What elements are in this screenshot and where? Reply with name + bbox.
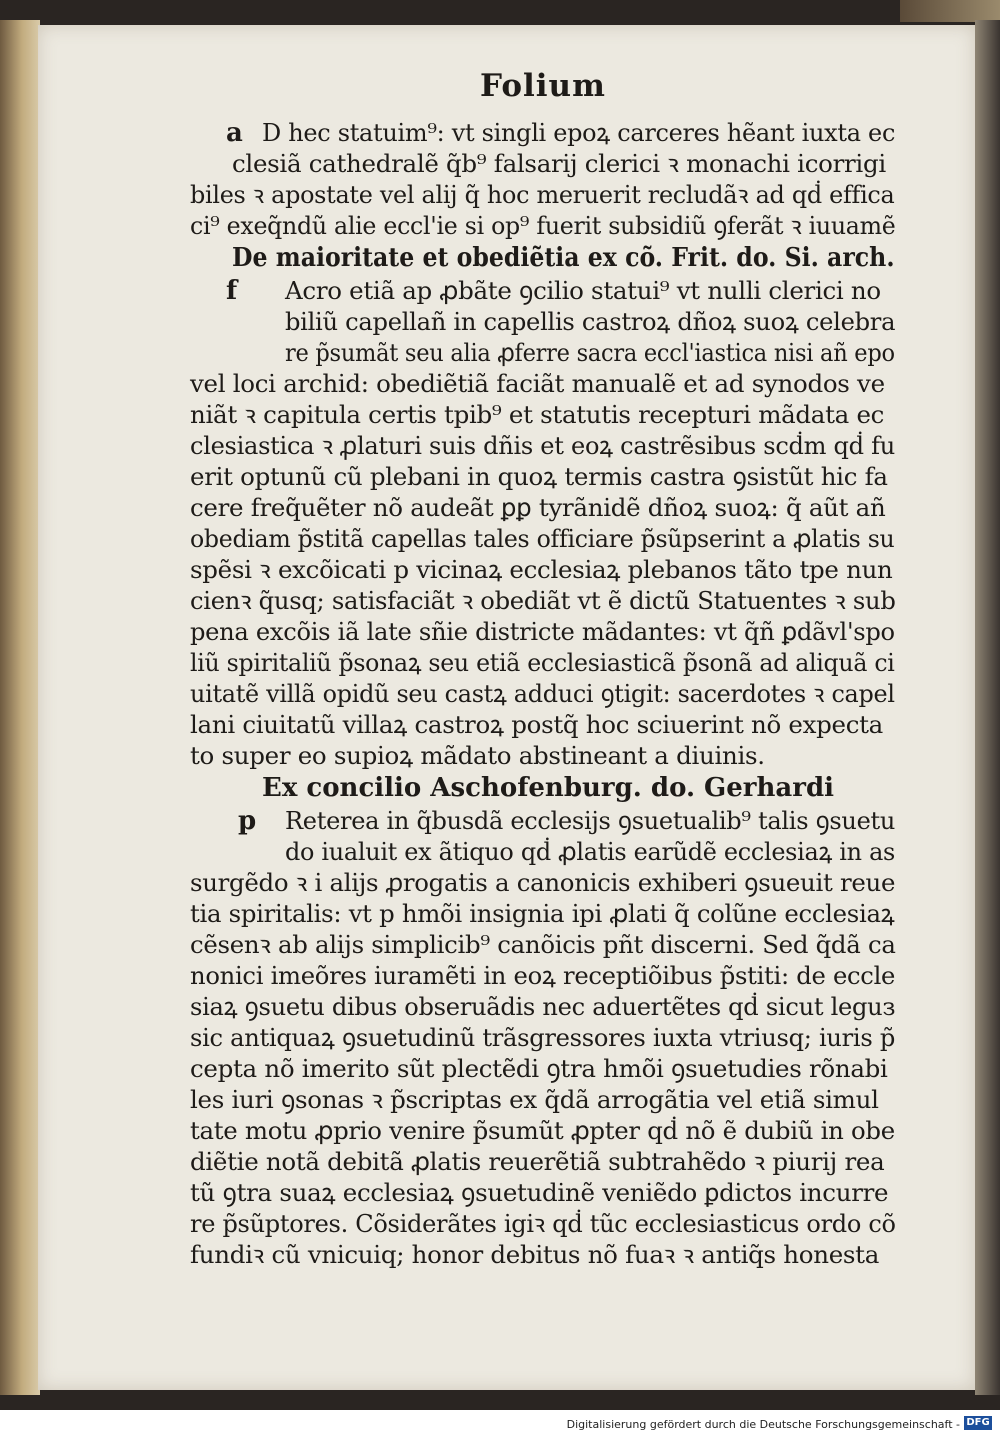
text-line: erit optunũ cũ plebani in quoꝝ termis castra ꝯsistũt hic fa: [190, 462, 888, 491]
paragraph-marker: f: [226, 276, 238, 306]
text-line: ci⁹ exeq̃ndũ alie eccl'ie si op⁹ fuerit subsidiũ ꝯferãt ꝛ iuuamẽ: [190, 211, 896, 240]
text-line: to super eo supioꝝ mãdato abstineant a diuinis.: [190, 741, 765, 770]
paragraph-marker: p: [238, 806, 257, 836]
text-line: biles ꝛ apostate vel alij q̃ hoc meruerit recludãꝛ ad qḋ effica: [190, 180, 895, 209]
page-edge-shadow: [975, 20, 1000, 1395]
text-line: diẽtie notã debitã ꝓlatis reuerẽtiã subtrahẽdo ꝛ piurij rea: [190, 1147, 885, 1176]
text-line: lani ciuitatũ villaꝝ castroꝝ postq̃ hoc sciuerint nõ expecta: [190, 710, 883, 739]
text-line: tia spiritalis: vt p hmõi insignia ipi ꝓlati q̃ colũne ecclesiaꝝ: [190, 899, 895, 928]
text-line: siaꝝ ꝯsuetu dibus obseruãdis nec aduertẽtes qḋ sicut leguз: [190, 992, 896, 1021]
text-line: vel loci archid: obediẽtiã faciãt manualẽ et ad synodos ve: [190, 369, 885, 398]
text-line: cepta nõ imerito sũt plectẽdi ꝯtra hmõi ꝯsuetudies rõnabi: [190, 1054, 888, 1083]
text-line: niãt ꝛ capitula certis tpib⁹ et statutis recepturi mãdata ec: [190, 400, 885, 429]
text-line: nonici imeõres iuramẽti in eoꝝ receptiõibus p̃stiti: de eccle: [190, 961, 896, 990]
footer-bar: [0, 1410, 1000, 1437]
dfg-logo: DFG: [964, 1416, 992, 1430]
text-line: fundiꝛ cũ vnicuiq; honor debitus nõ fuaꝛ ꝛ antiq̃s honesta: [190, 1240, 880, 1269]
section-rubric: De maioritate et obediẽtia ex cõ. Frit. do. Si. arch.: [232, 243, 895, 273]
text-line: cẽsenꝛ ab alijs simplicib⁹ canõicis pñt discerni. Sed q̃dã ca: [190, 930, 896, 959]
text-line: D hec statuim⁹: vt singli epoꝝ carceres hẽant iuxta ec: [262, 118, 896, 147]
text-line: Reterea in q̃busdã ecclesijs ꝯsuetualib⁹ talis ꝯsuetu: [285, 806, 896, 835]
corner-edge: [900, 0, 1000, 22]
text-line: re p̃sũptores. Cõsiderãtes igiꝛ qḋ tũc ecclesiasticus ordo cõ: [190, 1209, 896, 1238]
text-line: biliũ capellañ in capellis castroꝝ dñoꝝ suoꝝ celebra: [285, 307, 896, 336]
book-spine-edge: [0, 20, 40, 1395]
text-line: cere freq̃uẽter nõ audeãt ꝑꝑ tyrãnidẽ dñoꝝ suoꝝ: q̃ aũt añ: [190, 493, 886, 522]
page-heading: Folium: [480, 68, 606, 104]
text-line: surgẽdo ꝛ i alijs ꝓrogatis a canonicis exhiberi ꝯsueuit reue: [190, 868, 896, 897]
text-line: Acro etiã ap ꝓbãte ꝯcilio statui⁹ vt nulli clerici no: [285, 276, 881, 305]
text-line: obediam p̃stitã capellas tales officiare p̃sũpserint a ꝓlatis su: [190, 524, 895, 553]
text-line: tũ ꝯtra suaꝝ ecclesiaꝝ ꝯsuetudinẽ veniẽdo ꝑdictos incurre: [190, 1178, 889, 1207]
text-line: liũ spiritaliũ p̃sonaꝝ seu etiã ecclesiasticã p̃sonã ad aliquã ci: [190, 648, 895, 677]
text-line: uitatẽ villã opidũ seu castꝝ adduci ꝯtigit: sacerdotes ꝛ capel: [190, 679, 895, 708]
text-line: tate motu ꝓprio venire p̃sumũt ꝓpter qḋ nõ ẽ dubiũ in obe: [190, 1116, 895, 1145]
text-line: pena excõis iã late sñie districte mãdantes: vt q̃ñ ꝑdãvl'spo: [190, 617, 895, 646]
text-line: clesiã cathedralẽ q̃b⁹ falsarij clerici ꝛ monachi icorrigi: [232, 149, 886, 178]
funding-credit: Digitalisierung gefördert durch die Deutsche Forschungsgemeinschaft -: [566, 1418, 960, 1431]
text-line: sic antiquaꝝ ꝯsuetudinũ trãsgressores iuxta vtriusq; iuris p̃: [190, 1023, 896, 1052]
text-line: do iualuit ex ãtiquo qḋ ꝓlatis earũdẽ ecclesiaꝝ in as: [285, 837, 896, 866]
section-rubric: Ex concilio Aschofenburg. do. Gerhardi: [262, 773, 834, 803]
paragraph-marker: a: [226, 118, 243, 148]
text-line: spẽsi ꝛ excõicati p vicinaꝝ ecclesiaꝝ plebanos tãto tpe nun: [190, 555, 893, 584]
text-line: clesiastica ꝛ ꝓlaturi suis dñis et eoꝝ castrẽsibus scḋm qḋ fu: [190, 431, 895, 460]
text-line: les iuri ꝯsonas ꝛ p̃scriptas ex q̃dã arrogãtia vel etiã simul: [190, 1085, 879, 1114]
text-line: cienꝛ q̃usq; satisfaciãt ꝛ obediãt vt ẽ dictũ Statuentes ꝛ sub: [190, 586, 896, 615]
text-line: re p̃sumãt seu alia ꝓferre sacra eccl'iastica nisi añ epo: [285, 338, 895, 367]
